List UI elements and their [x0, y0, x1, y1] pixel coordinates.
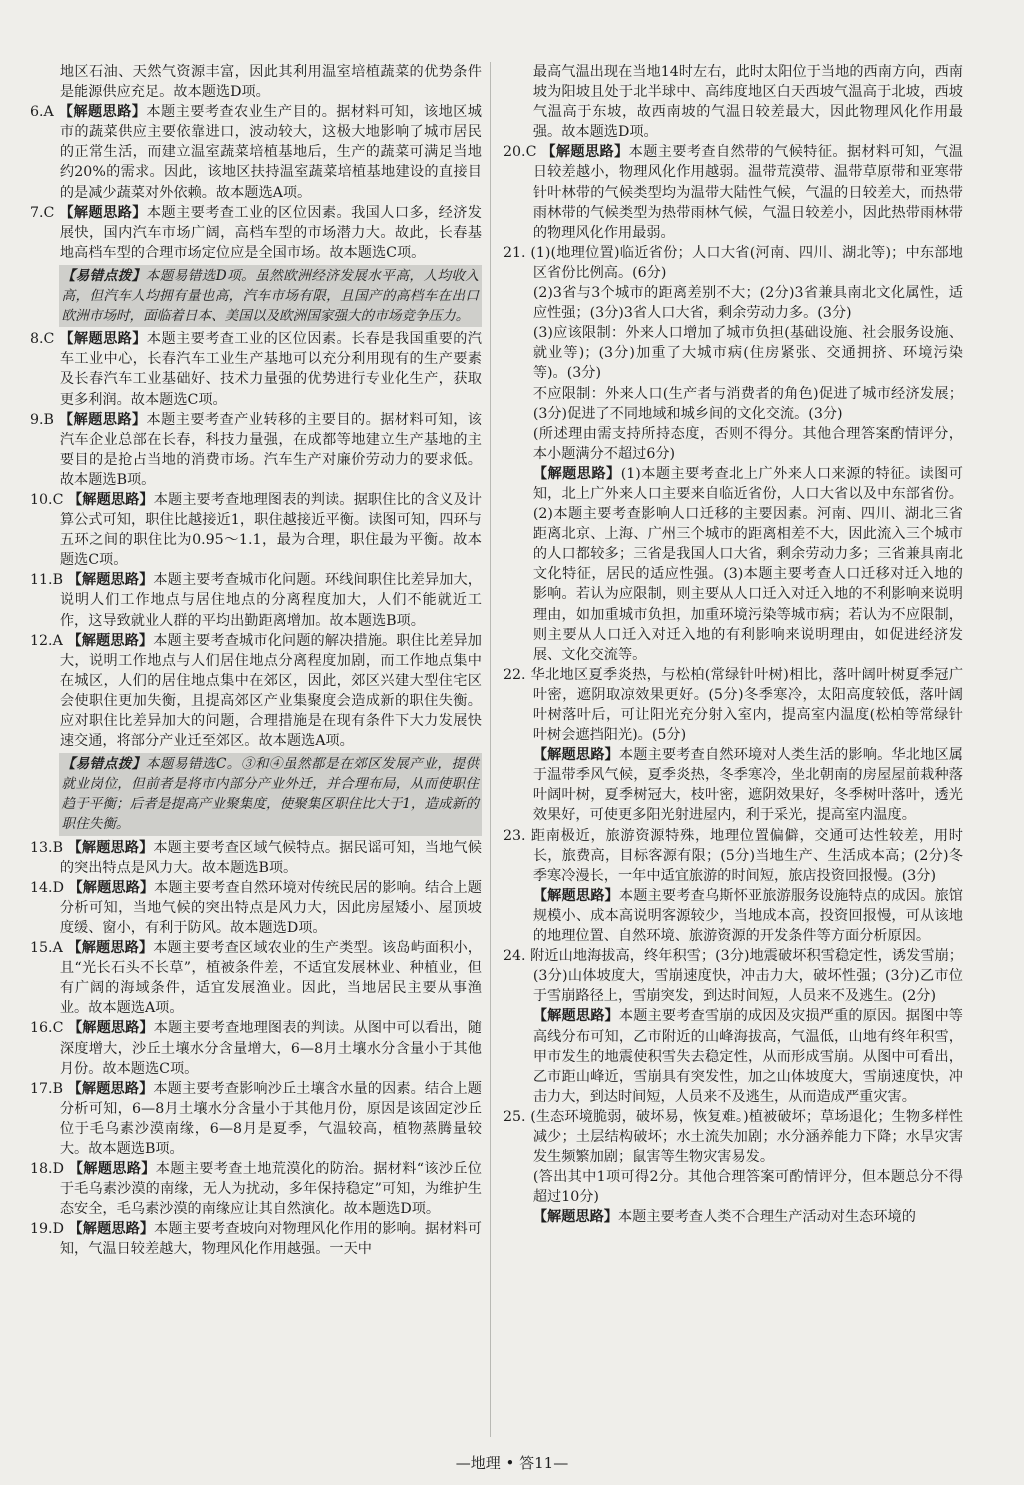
item-25-note: (答出其中1项可得2分。其他合理答案可酌情评分，但本题总分不得超过10分)	[532, 1169, 963, 1206]
item-7: 7.C 【解题思路】本题主要考查工业的区位因素。我国人口多，经济发展快，国内汽车市场广阔，高档车型的市场潜力大。故此，长春基地高档车型的合理市场定位应是全国市场。故本题选C项。	[30, 204, 482, 261]
item-21-part4: 不应限制：外来人口(生产者与消费者的角色)促进了城市经济发展；(3分)促进了不同地域和城乡间的文化交流。(3分)	[532, 385, 963, 422]
item-25: 25. (生态环境脆弱，破坏易，恢复难。)植被破坏；草场退化；生物多样性减少；土层结构破坏；水土流失加剧；水分涵养能力下降；水旱灾害发生频繁加剧；鼠害等生物灾害易发。	[503, 1108, 963, 1166]
left-intro: 地区石油、天然气资源丰富，因此其利用温室培植蔬菜的优势条件是能源供应充足。故本题选D项。	[59, 64, 482, 101]
item-24: 24. 附近山地海拔高，终年积雪；(3分)地震破坏积雪稳定性，诱发雪崩；(3分)山体坡度大，雪崩速度快，冲击力大，破坏性强；(3分)乙市位于雪崩路径上，雪崩突发，到达时间短，人员来不及逃生。(2分)	[503, 948, 963, 1005]
page-footer: —地理 • 答11—	[455, 1454, 569, 1472]
item-24-analysis: 【解题思路】本题主要考查雪崩的成因及灾损严重的原因。据图中等高线分布可知，乙市附近的山峰海拔高，气温低，山地有终年积雪，甲市发生的地震使积雪失去稳定性，从而形成雪崩。从图中可看出，乙市距山峰近，雪崩具有突发性，加之山体坡度大，雪崩速度快，冲击力大，到达时间短，人员来不及逃生，从而造成严重灾害。	[532, 1008, 963, 1105]
item-20: 20.C 【解题思路】本题主要考查自然带的气候特征。据材料可知，气温日较差越小，物理风化作用越弱。温带荒漠带、温带草原带和亚寒带针叶林带的气候类型均为温带大陆性气候，气温的日较差大，而热带雨林带的气候类型为热带雨林气候，气温日较差小，因此热带雨林带的物理风化作用最弱。	[503, 144, 963, 241]
item-21-part3: (3)应该限制：外来人口增加了城市负担(基础设施、社会服务设施、就业等)；(3分)加重了大城市病(住房紧张、交通拥挤、环境污染等)。(3分)	[532, 325, 963, 382]
item-21-note: (所述理由需支持所持态度，否则不得分。其他合理答案酌情评分，本小题满分不超过6分)	[532, 425, 963, 462]
item-22-analysis: 【解题思路】本题主要考查自然环境对人类生活的影响。华北地区属于温带季风气候，夏季炎热，冬季寒冷，坐北朝南的房屋屋前栽种落叶阔叶树，夏季树冠大，枝叶密，遮阴效果好，冬季树叶落叶，透光效果好，可使更多阳光射进屋内，利于采光，提高室内温度。	[532, 747, 963, 824]
item-16: 16.C 【解题思路】本题主要考查地理图表的判读。从图中可以看出，随深度增大，沙丘土壤水分含量增大，6—8月土壤水分含量小于其他月份。故本题选C项。	[30, 1020, 482, 1077]
item-14: 14.D 【解题思路】本题主要考查自然环境对传统民居的影响。结合上题分析可知，当地气候的突出特点是风力大，因此房屋矮小、屋顶坡度缓、窗小，有利于防风。故本题选D项。	[30, 879, 482, 936]
item-9: 9.B 【解题思路】本题主要考查产业转移的主要目的。据材料可知，该汽车企业总部在长春，科技力量强，在成都等地建立生产基地的主要目的是抢占当地的消费市场。汽车生产对廉价劳动力的要求低。故本题选B项。	[30, 411, 482, 488]
item-10: 10.C 【解题思路】本题主要考查地理图表的判读。据职住比的含义及计算公式可知，职住比越接近1，职住越接近平衡。读图可知，四环与五环之间的职住比为0.95～1.1，最为合理，职住最为平衡。故本题选C项。	[30, 491, 482, 569]
item-6: 6.A 【解题思路】本题主要考查农业生产目的。据材料可知，该地区城市的蔬菜供应主要依靠进口，波动较大，这极大地影响了城市居民的正常生活，而建立温室蔬菜培植基地后，生产的蔬菜可满足当地约20%的需求。因此，该地区扶持温室蔬菜培植基地建设的直接目的是减少蔬菜对外依赖。故本题选A项。	[30, 104, 482, 201]
item-15: 15.A 【解题思路】本题主要考查区域农业的生产类型。该岛屿面积小，且“光长石头不长草”，植被条件差，不适宜发展林业、种植业，但有广阔的海域条件，适宜发展渔业。因此，当地居民主要从事渔业。故本题选A项。	[30, 940, 482, 1017]
right-column	[503, 62, 963, 1227]
error-tip-12: 【易错点拨】本题易错选C。③和④虽然都是在郊区发展产业，提供就业岗位，但前者是将市内部分产业外迁，并合理布局，从而使职住趋于平衡；后者是提高产业聚集度，使聚集区职住比大于1，造成新的职住失衡。	[59, 753, 482, 835]
left-column	[30, 62, 482, 1260]
item-13: 13.B 【解题思路】本题主要考查区域气候特点。据民谣可知，当地气候的突出特点是风力大。故本题选B项。	[30, 839, 482, 876]
item-11: 11.B 【解题思路】本题主要考查城市化问题。环线间职住比差异加大，说明人们工作地点与居住地点的分离程度加大，人们不能就近工作，这导致就业人群的平均出勤距离增加。故本题选B项。	[30, 572, 482, 629]
right-intro: 最高气温出现在当地14时左右，此时太阳位于当地的西南方向，西南坡为阳坡且处于北半球中、高纬度地区白天西坡气温高于北坡，西坡气温高于东坡，故西南坡的气温日较差最大，因此物理风化作用最强。故本题选D项。	[532, 64, 963, 141]
item-8: 8.C 【解题思路】本题主要考查工业的区位因素。长春是我国重要的汽车工业中心，长春汽车工业生产基地可以充分利用现有的生产要素及长春汽车工业基础好、技术力量强的优势进行专业化生产，获取更多利润。故本题选C项。	[30, 331, 482, 408]
error-tip-7: 【易错点拨】本题易错选D项。虽然欧洲经济发展水平高，人均收入高，但汽车人均拥有量也高，汽车市场有限，且国产的高档车在出口欧洲市场时，面临着日本、美国以及欧洲国家强大的市场竞争压力。	[59, 265, 482, 327]
item-12: 12.A 【解题思路】本题主要考查城市化问题的解决措施。职住比差异加大，说明工作地点与人们居住地点分离程度加剧，而工作地点集中在城区，人们的居住地点集中在郊区，因此，郊区兴建大型住宅区会使职住更加失衡，且提高郊区产业集聚度会造成新的职住失衡。应对职住比差异加大的问题，合理措施是在现有条件下大力发展快速交通，将部分产业迁至郊区。故本题选A项。	[30, 632, 482, 750]
column-divider	[490, 62, 491, 1437]
item-22: 22. 华北地区夏季炎热，与松柏(常绿针叶树)相比，落叶阔叶树夏季冠广叶密，遮阴取凉效果更好。(5分)冬季寒冷，太阳高度较低，落叶阔叶树落叶后，可让阳光充分射入室内，提高室内温度(松柏等常绿针叶树会遮挡阳光)。(5分)	[503, 666, 964, 744]
item-25-analysis: 【解题思路】本题主要考查人类不合理生产活动对生态环境的	[532, 1209, 916, 1226]
item-21-analysis: 【解题思路】(1)本题主要考查北上广外来人口来源的特征。读图可知，北上广外来人口主要来自临近省份，人口大省以及中东部省份。(2)本题主要考查影响人口迁移的主要因素。河南、四川、湖北三省距离北京、上海、广州三个城市的距离相差不大，因此流入三个城市的人口都较多；三省是我国人口大省，剩余劳动力多；三省兼具南北文化特征，居民的适应性强。(3)本题主要考查人口迁移对迁入地的影响。若认为应限制，则主要从人口迁入对迁入地的不利影响来说明理由，如加重城市负担，加重环境污染等城市病；若认为不应限制，则主要从人口迁入对迁入地的有利影响来说明理由，如促进经济发展、文化交流等。	[532, 465, 963, 663]
item-21-part2: (2)3省与3个城市的距离差别不大；(2分)3省兼具南北文化属性，适应性强；(3分)3省人口大省，剩余劳动力多。(3分)	[532, 285, 963, 322]
item-21: 21. (1)(地理位置)临近省份；人口大省(河南、四川、湖北等)；中东部地区省份比例高。(6分)	[503, 244, 963, 281]
item-18: 18.D 【解题思路】本题主要考查土地荒漠化的防治。据材料“该沙丘位于毛乌素沙漠的南缘，无人为扰动，多年保持稳定”可知，为维护生态安全，毛乌素沙漠的南缘应让其自然演化。故本题选D项。	[30, 1161, 482, 1218]
item-23: 23. 距南极近，旅游资源特殊，地理位置偏僻，交通可达性较差，用时长，旅费高，目标客源有限；(5分)当地生产、生活成本高；(2分)冬季寒冷漫长，一年中适宜旅游的时间短，旅店投资回报慢。(3分)	[503, 827, 963, 884]
item-19: 19.D 【解题思路】本题主要考查坡向对物理风化作用的影响。据材料可知，气温日较差越大，物理风化作用越强。一天中	[30, 1221, 482, 1258]
item-23-analysis: 【解题思路】本题主要考查乌斯怀亚旅游服务设施特点的成因。旅馆规模小、成本高说明客源较少，当地成本高，投资回报慢，可从该地的地理位置、自然环境、旅游资源的开发条件等方面分析原因。	[532, 887, 963, 945]
item-17: 17.B 【解题思路】本题主要考查影响沙丘土壤含水量的因素。结合上题分析可知，6—8月土壤水分含量小于其他月份，原因是该固定沙丘位于毛乌素沙漠南缘，6—8月是夏季，气温较高，植物蒸腾量较大。故本题选B项。	[30, 1080, 482, 1157]
